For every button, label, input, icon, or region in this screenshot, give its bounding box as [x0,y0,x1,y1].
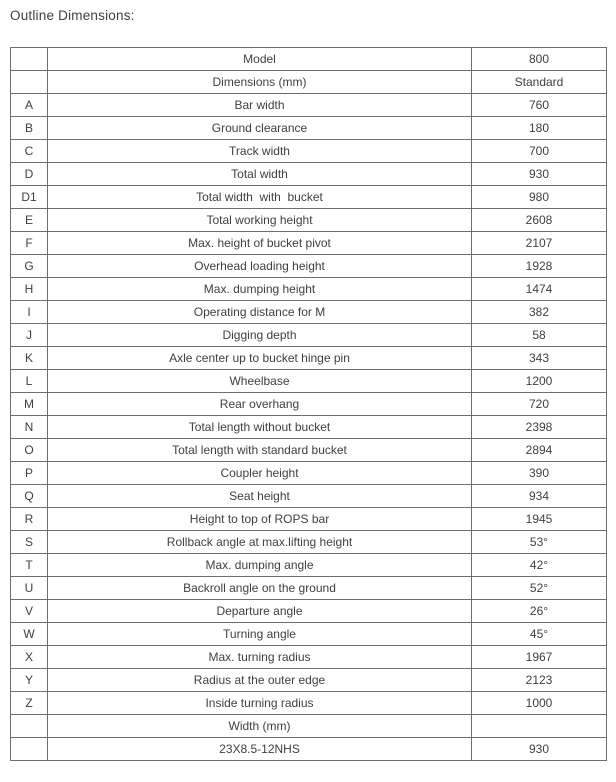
row-label-cell: Rollback angle at max.lifting height [48,531,472,554]
row-value-cell: 58 [472,324,607,347]
table-row [11,623,607,646]
row-letter-cell: E [11,209,48,232]
row-label-cell: Radius at the outer edge [48,669,472,692]
row-letter-cell: C [11,140,48,163]
row-label-cell: Total length with standard bucket [48,439,472,462]
row-value-cell: 45° [472,623,607,646]
row-value-cell: 26° [472,600,607,623]
row-value-cell: 2123 [472,669,607,692]
row-letter-cell: Z [11,692,48,715]
row-value-cell: 2894 [472,439,607,462]
table-row [11,577,607,600]
row-letter-cell: B [11,117,48,140]
row-value-cell: 42° [472,554,607,577]
table-row [11,255,607,278]
table-row [11,646,607,669]
row-label-cell: Model [48,48,472,71]
row-value-cell: 52° [472,577,607,600]
table-row [11,531,607,554]
row-letter-cell: N [11,416,48,439]
row-label-cell: Axle center up to bucket hinge pin [48,347,472,370]
table-row [11,324,607,347]
row-letter-cell [11,738,48,761]
row-value-cell: 1200 [472,370,607,393]
table-row [11,508,607,531]
row-value-cell: 720 [472,393,607,416]
page-title: Outline Dimensions: [10,8,135,23]
row-letter-cell: S [11,531,48,554]
row-value-cell: 390 [472,462,607,485]
table-row [11,347,607,370]
row-letter-cell: F [11,232,48,255]
table-row [11,554,607,577]
table-row [11,186,607,209]
row-value-cell: 2398 [472,416,607,439]
row-label-cell: Ground clearance [48,117,472,140]
row-label-cell: Turning angle [48,623,472,646]
table-row [11,600,607,623]
row-label-cell: Max. dumping height [48,278,472,301]
table-row [11,669,607,692]
table-row [11,301,607,324]
row-letter-cell [11,71,48,94]
row-label-cell: Track width [48,140,472,163]
table-row [11,140,607,163]
row-letter-cell: K [11,347,48,370]
row-letter-cell: I [11,301,48,324]
row-letter-cell: O [11,439,48,462]
row-value-cell: 382 [472,301,607,324]
row-letter-cell: J [11,324,48,347]
table-body [11,48,607,761]
table-row [11,117,607,140]
row-label-cell: Total width with bucket [48,186,472,209]
row-label-cell: Bar width [48,94,472,117]
row-label-cell: Overhead loading height [48,255,472,278]
row-label-cell: Max. dumping angle [48,554,472,577]
row-value-cell: 980 [472,186,607,209]
row-label-cell: Total width [48,163,472,186]
row-letter-cell: W [11,623,48,646]
table-row [11,738,607,761]
row-label-cell: Wheelbase [48,370,472,393]
table-row [11,71,607,94]
table-row [11,94,607,117]
row-value-cell [472,715,607,738]
row-letter-cell: R [11,508,48,531]
row-value-cell: 934 [472,485,607,508]
row-letter-cell: Q [11,485,48,508]
table-row [11,209,607,232]
row-label-cell: Height to top of ROPS bar [48,508,472,531]
row-value-cell: 1928 [472,255,607,278]
row-letter-cell: X [11,646,48,669]
table-row [11,370,607,393]
row-letter-cell: L [11,370,48,393]
table-row [11,485,607,508]
row-value-cell: 343 [472,347,607,370]
row-letter-cell: T [11,554,48,577]
row-label-cell: Inside turning radius [48,692,472,715]
row-label-cell: Departure angle [48,600,472,623]
row-label-cell: Max. turning radius [48,646,472,669]
row-letter-cell: V [11,600,48,623]
row-label-cell: 23X8.5-12NHS [48,738,472,761]
table-row [11,232,607,255]
row-letter-cell: H [11,278,48,301]
row-value-cell: 2608 [472,209,607,232]
table-row [11,163,607,186]
row-letter-cell [11,48,48,71]
row-value-cell: 930 [472,163,607,186]
row-value-cell: 180 [472,117,607,140]
row-value-cell: 1945 [472,508,607,531]
table-row [11,715,607,738]
row-label-cell: Dimensions (mm) [48,71,472,94]
table-row [11,462,607,485]
row-label-cell: Seat height [48,485,472,508]
table-row [11,439,607,462]
row-letter-cell: U [11,577,48,600]
row-label-cell: Coupler height [48,462,472,485]
outline-dimensions-table [10,47,607,761]
row-value-cell: 700 [472,140,607,163]
row-label-cell: Rear overhang [48,393,472,416]
row-label-cell: Max. height of bucket pivot [48,232,472,255]
row-label-cell: Width (mm) [48,715,472,738]
row-value-cell: 930 [472,738,607,761]
table-row [11,416,607,439]
table-row [11,692,607,715]
row-value-cell: 1967 [472,646,607,669]
row-letter-cell: P [11,462,48,485]
row-value-cell: 2107 [472,232,607,255]
row-label-cell: Total working height [48,209,472,232]
row-letter-cell [11,715,48,738]
row-label-cell: Backroll angle on the ground [48,577,472,600]
row-value-cell: 1474 [472,278,607,301]
row-letter-cell: Y [11,669,48,692]
row-value-cell: 760 [472,94,607,117]
row-label-cell: Operating distance for M [48,301,472,324]
row-letter-cell: D1 [11,186,48,209]
table-row [11,48,607,71]
row-label-cell: Total length without bucket [48,416,472,439]
row-letter-cell: M [11,393,48,416]
row-value-cell: 53° [472,531,607,554]
row-letter-cell: G [11,255,48,278]
table-row [11,278,607,301]
row-value-cell: Standard [472,71,607,94]
row-value-cell: 1000 [472,692,607,715]
row-letter-cell: A [11,94,48,117]
table-row [11,393,607,416]
row-letter-cell: D [11,163,48,186]
row-value-cell: 800 [472,48,607,71]
row-label-cell: Digging depth [48,324,472,347]
